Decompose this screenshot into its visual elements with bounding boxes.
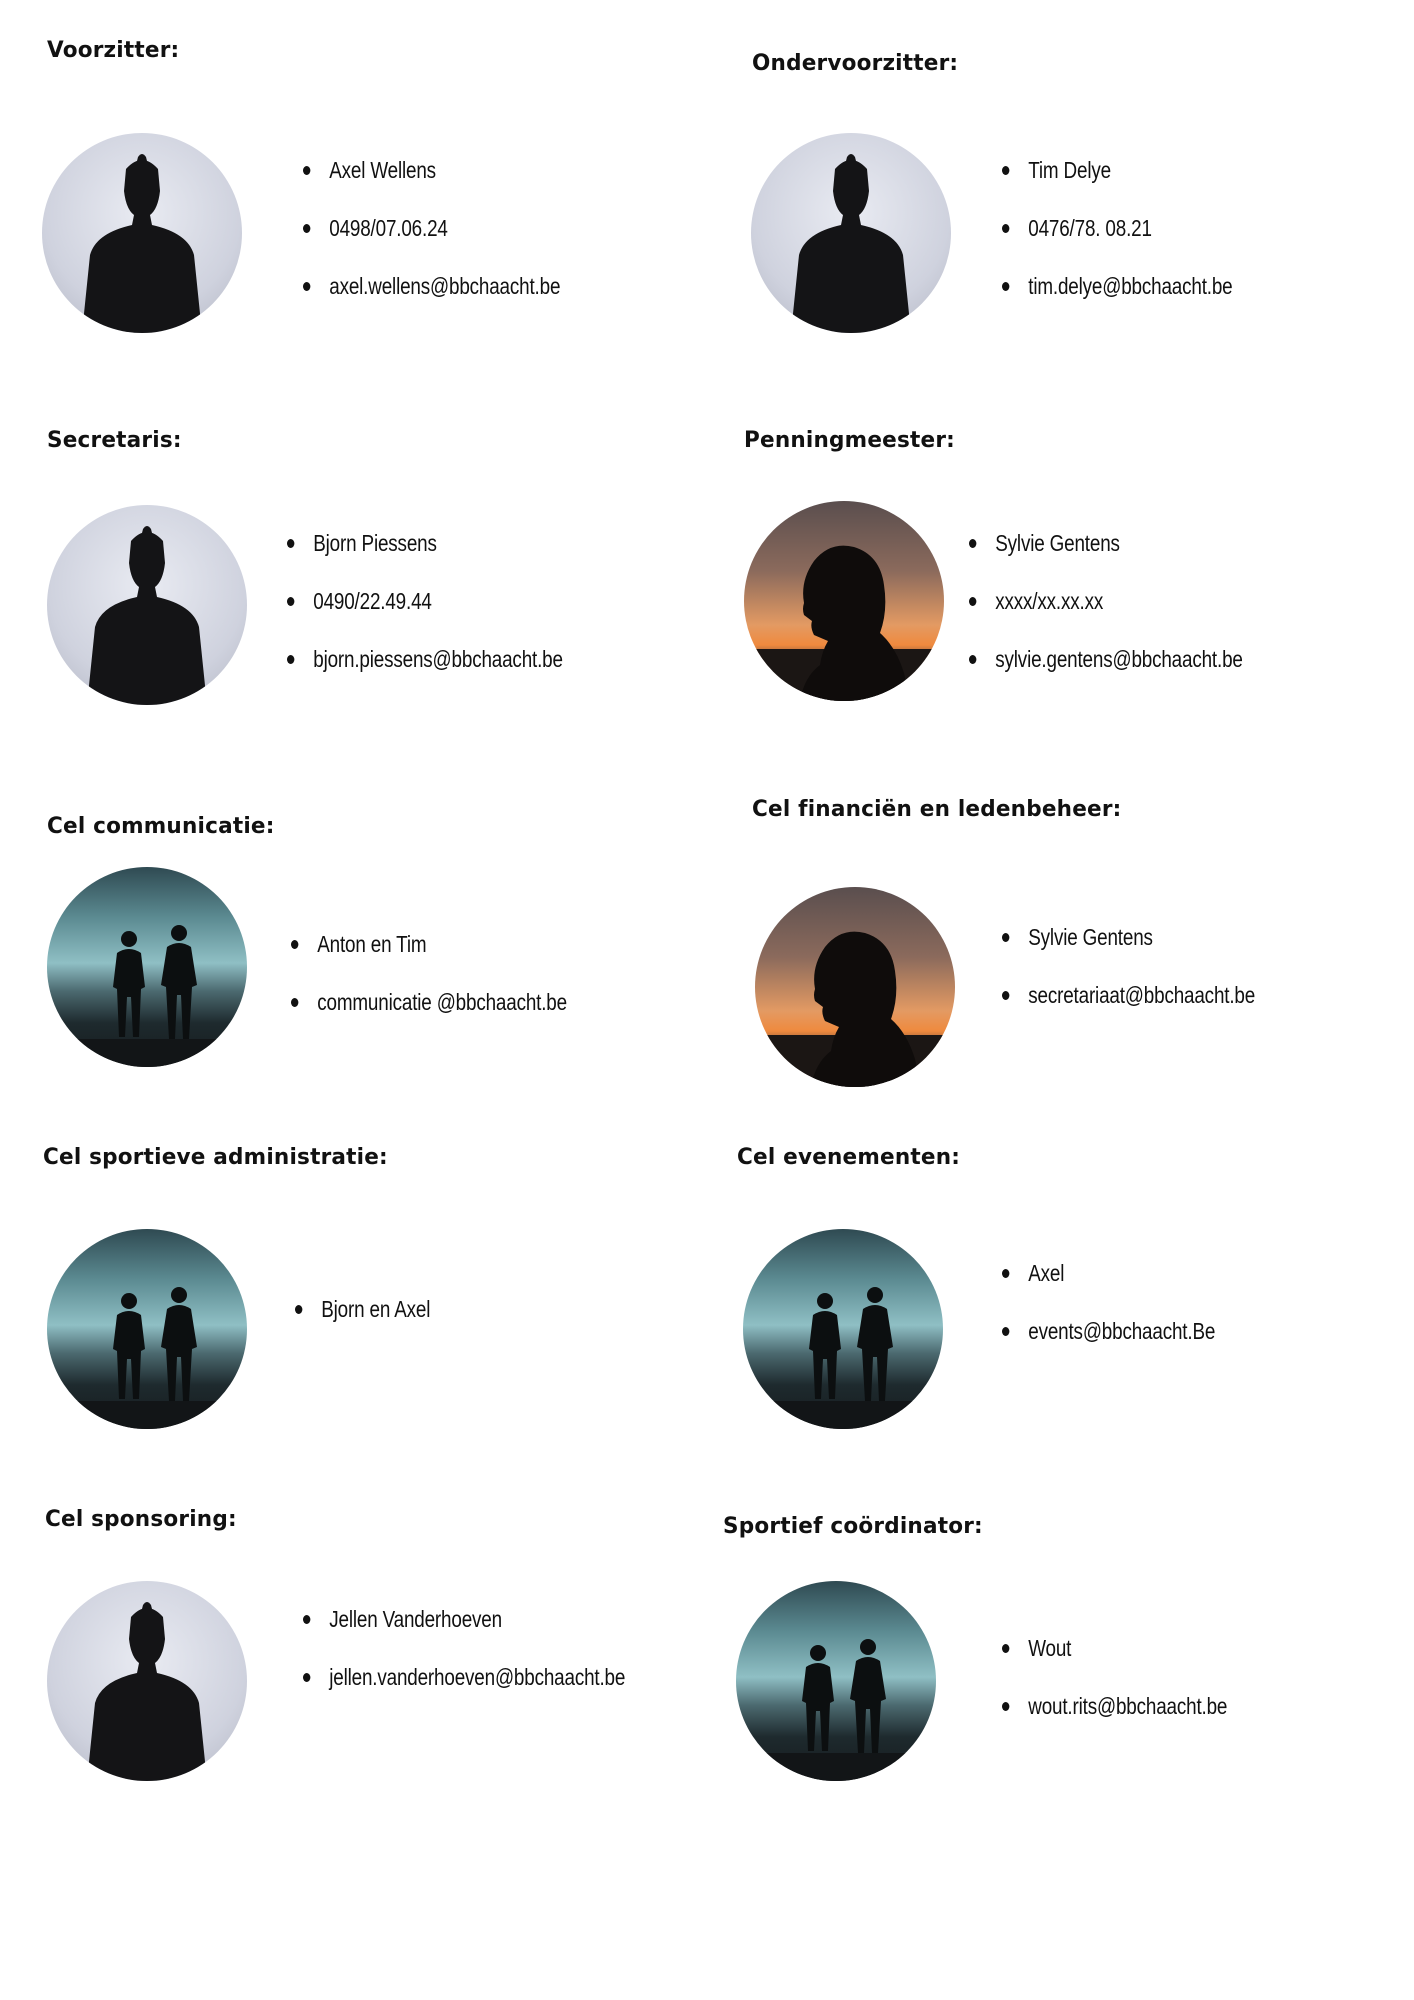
two-men-silhouette-photo <box>47 1229 247 1429</box>
contact-name: Bjorn Piessens <box>287 528 563 586</box>
contact-email: communicatie @bbchaacht.be <box>291 987 567 1045</box>
contact-list <box>1002 1258 1262 1374</box>
section-heading: Penningmeester: <box>744 428 955 453</box>
contact-list <box>295 1294 460 1352</box>
male-silhouette-photo <box>47 1581 247 1781</box>
contact-name: Anton en Tim <box>291 929 567 987</box>
contact-name: Axel Wellens <box>303 155 560 213</box>
contact-name: Sylvie Gentens <box>969 528 1243 586</box>
male-silhouette-photo <box>42 133 242 333</box>
contact-phone: 0490/22.49.44 <box>287 586 563 644</box>
contact-list <box>1002 1633 1277 1749</box>
contact-list <box>1002 922 1311 1038</box>
male-silhouette-photo <box>47 505 247 705</box>
contact-list <box>291 929 628 1045</box>
contact-name: Tim Delye <box>1002 155 1233 213</box>
contact-email: bjorn.piessens@bbchaacht.be <box>287 644 563 702</box>
contact-email: secretariaat@bbchaacht.be <box>1002 980 1255 1038</box>
contact-list <box>287 528 623 702</box>
two-men-silhouette-photo <box>736 1581 936 1781</box>
section-heading: Secretaris: <box>47 428 182 453</box>
contact-name: Sylvie Gentens <box>1002 922 1255 980</box>
contact-email: sylvie.gentens@bbchaacht.be <box>969 644 1243 702</box>
contact-list <box>969 528 1303 702</box>
section-heading: Cel evenementen: <box>737 1145 961 1170</box>
section-heading: Cel financiën en ledenbeheer: <box>752 797 1122 822</box>
section-heading: Cel sportieve administratie: <box>43 1145 388 1170</box>
contact-email: events@bbchaacht.Be <box>1002 1316 1215 1374</box>
contact-list <box>303 155 617 329</box>
contact-list <box>303 1604 696 1720</box>
female-silhouette-sunset-photo <box>744 501 944 701</box>
contact-email: wout.rits@bbchaacht.be <box>1002 1691 1227 1749</box>
contact-phone: 0498/07.06.24 <box>303 213 560 271</box>
contact-name: Bjorn en Axel <box>295 1294 430 1352</box>
contact-name: Wout <box>1002 1633 1227 1691</box>
contact-list <box>1002 155 1283 329</box>
female-silhouette-sunset-photo <box>755 887 955 1087</box>
two-men-silhouette-photo <box>47 867 247 1067</box>
contact-name: Jellen Vanderhoeven <box>303 1604 625 1662</box>
contact-email: tim.delye@bbchaacht.be <box>1002 271 1233 329</box>
contact-email: axel.wellens@bbchaacht.be <box>303 271 560 329</box>
section-heading: Cel communicatie: <box>47 814 275 839</box>
section-heading: Cel sponsoring: <box>45 1507 237 1532</box>
contact-email: jellen.vanderhoeven@bbchaacht.be <box>303 1662 625 1720</box>
section-heading: Ondervoorzitter: <box>752 51 959 76</box>
section-heading: Sportief coördinator: <box>723 1514 983 1539</box>
male-silhouette-photo <box>751 133 951 333</box>
contact-name: Axel <box>1002 1258 1215 1316</box>
contact-phone: 0476/78. 08.21 <box>1002 213 1233 271</box>
contact-phone: xxxx/xx.xx.xx <box>969 586 1243 644</box>
section-heading: Voorzitter: <box>47 38 180 63</box>
two-men-silhouette-photo <box>743 1229 943 1429</box>
